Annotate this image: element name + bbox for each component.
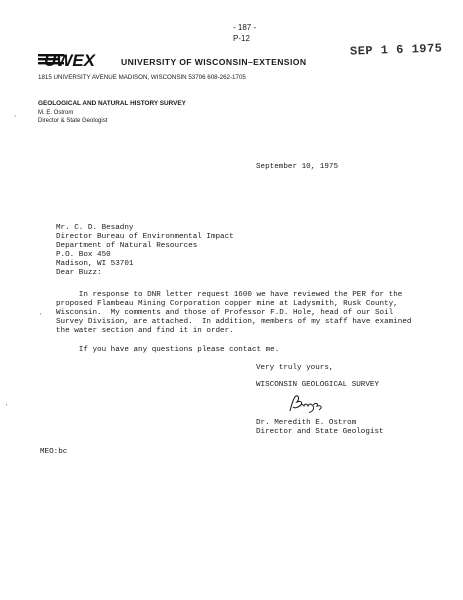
uwex-logo-mark xyxy=(38,50,118,68)
paragraph-line: proposed Flambeau Mining Corporation copper mine at Ladysmith, Rusk County, xyxy=(56,300,398,308)
letterhead-address: 1815 UNIVERSITY AVENUE MADISON, WISCONSIN 53706 608-262-1705 xyxy=(38,74,246,81)
closing-organization: WISCONSIN GEOLOGICAL SURVEY xyxy=(256,381,380,389)
paragraph-line: the water section and find it in order. xyxy=(56,327,234,335)
letter-date: September 10, 1975 xyxy=(256,163,339,171)
recipient-line: Madison, WI 53701 xyxy=(56,260,134,268)
recipient-line: Director Bureau of Environmental Impact xyxy=(56,233,234,241)
university-name: UNIVERSITY OF WISCONSIN–EXTENSION xyxy=(121,57,307,67)
signature-mark xyxy=(286,393,330,415)
letterhead-director-title: Director & State Geologist xyxy=(38,118,108,124)
recipient-line: Department of Natural Resources xyxy=(56,242,198,250)
survey-name: GEOLOGICAL AND NATURAL HISTORY SURVEY xyxy=(38,100,186,107)
signer-title: Director and State Geologist xyxy=(256,428,384,436)
typist-initials: MEO:bc xyxy=(40,448,68,456)
salutation: Dear Buzz: xyxy=(56,269,102,277)
margin-mark: , xyxy=(14,111,16,118)
page-code: P-12 xyxy=(233,34,250,43)
received-date-stamp: SEP 1 6 1975 xyxy=(349,41,443,59)
recipient-line: P.O. Box 450 xyxy=(56,251,111,259)
body-paragraph-1 xyxy=(56,291,436,336)
closing: Very truly yours, xyxy=(256,364,334,372)
body-paragraph-2 xyxy=(56,346,436,355)
page-number: - 187 - xyxy=(233,23,257,32)
paragraph-line: If you have any questions please contact me. xyxy=(56,346,280,354)
margin-mark: ' xyxy=(6,404,8,411)
recipient-line: Mr. C. D. Besadny xyxy=(56,224,134,232)
handwritten-signature xyxy=(286,393,330,415)
paragraph-line: Survey Division, are attached. In addition, members of my staff have examined xyxy=(56,318,412,326)
paragraph-line: Wisconsin. My comments and those of Professor F.D. Hole, head of our Soil xyxy=(56,309,394,317)
uwex-logo xyxy=(38,50,118,68)
closing-block xyxy=(256,364,379,390)
signer-name: Dr. Meredith E. Ostrom xyxy=(256,419,357,427)
paragraph-line: In response to DNR letter request 1600 we have reviewed the PER for the xyxy=(56,291,403,299)
margin-mark: ' xyxy=(40,313,42,320)
letterhead-director-name: M. E. Ostrom xyxy=(38,110,74,116)
logo-text: UWEX xyxy=(44,51,95,68)
